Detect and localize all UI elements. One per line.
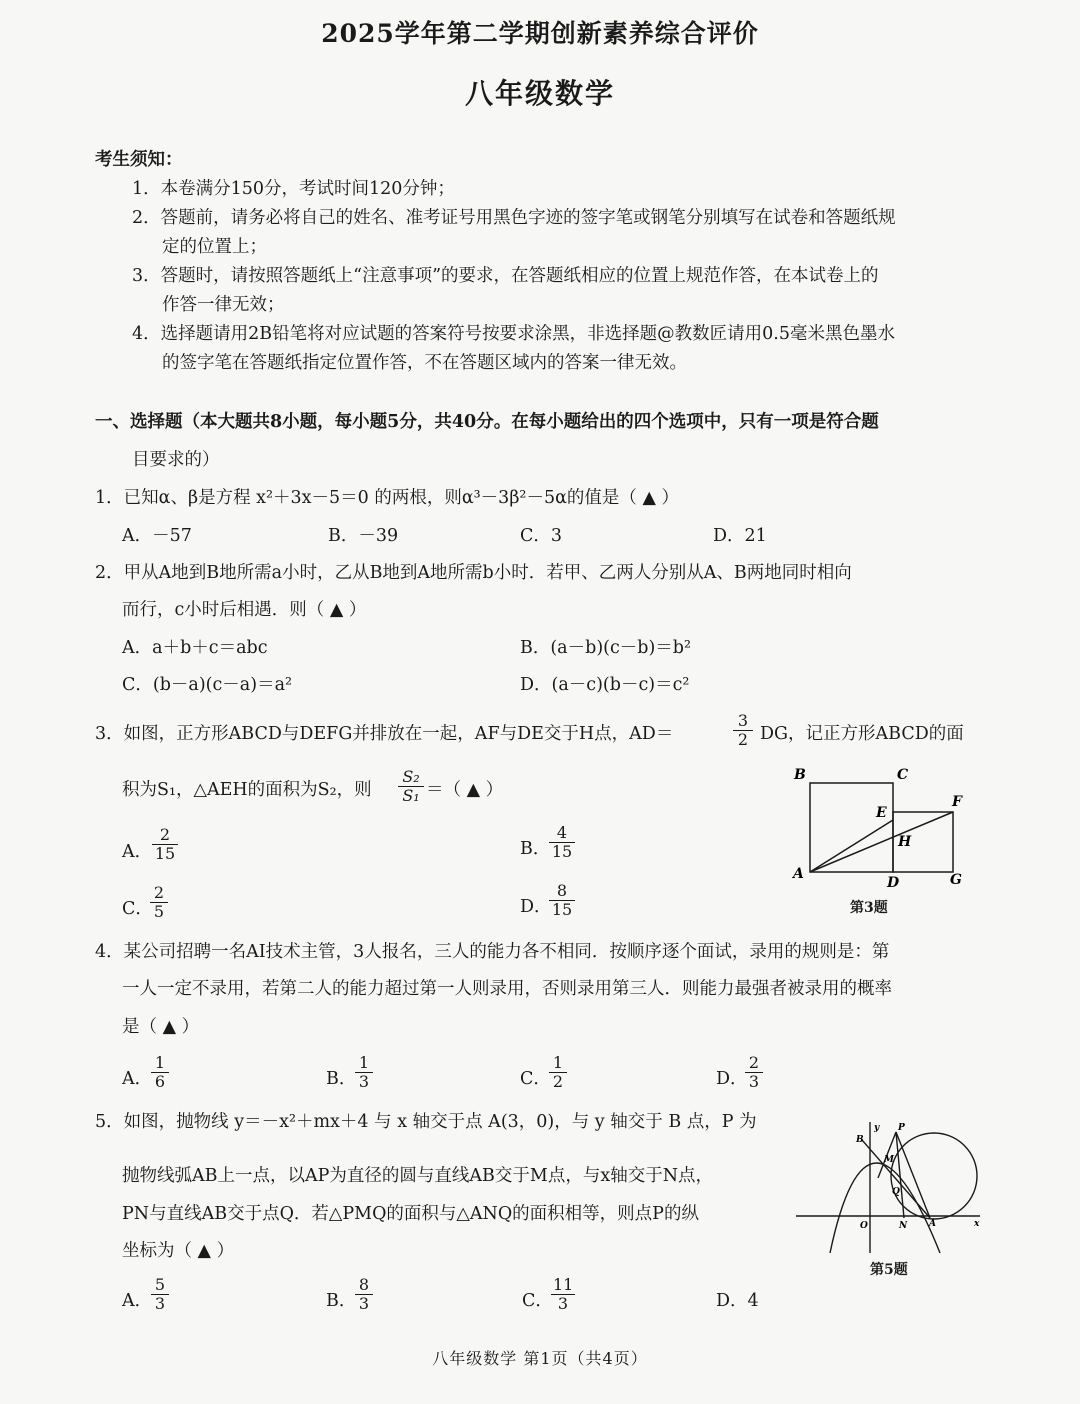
q3-option-c-fraction <box>150 884 168 921</box>
diameter-circle <box>891 1133 977 1219</box>
point-g-label: G <box>950 872 962 888</box>
q3-option-a-label: A． <box>122 842 153 862</box>
question-5-stem-2: 抛物线弧AB上一点，以AP为直径的圆与直线AB交于M点，与x轴交于N点， <box>122 1166 714 1186</box>
question-5-stem: 5．如图，抛物线 y＝－x²＋mx＋4 与 x 轴交于点 A(3，0)，与 y 轴交于 B 点，P 为 <box>95 1112 757 1132</box>
notice-item-2-cont: 定的位置上； <box>162 237 267 257</box>
fraction-numerator: S₂ <box>398 768 424 787</box>
fraction-denominator: 15 <box>154 844 176 863</box>
line-ab <box>862 1140 930 1218</box>
fraction-denominator: 5 <box>153 902 165 921</box>
question-3-stem-c: 积为S₁，△AEH的面积为S₂，则 <box>122 780 372 800</box>
fraction-numerator: 8 <box>549 882 575 901</box>
q5-figure-caption: 第5题 <box>870 1262 908 1278</box>
q3-ratio-fraction <box>733 712 753 749</box>
notice-heading: 考生须知： <box>95 150 183 170</box>
x-axis-label: x <box>974 1219 980 1229</box>
fraction-denominator: 3 <box>748 1072 760 1091</box>
point-n-label: N <box>899 1221 908 1231</box>
q4-option-a-label: A． <box>122 1069 153 1089</box>
fraction-numerator: 5 <box>151 1276 169 1295</box>
notice-item-4: 4．选择题请用2B铅笔将对应试题的答案符号按要求涂黑，非选择题@教数匠请用0.5毫米黑色墨水 <box>132 324 895 344</box>
point-p-label: P <box>898 1123 905 1133</box>
fraction-numerator: 4 <box>549 824 575 843</box>
q1-option-c: C．3 <box>520 526 563 546</box>
q5-option-d: D．4 <box>716 1291 759 1311</box>
fraction-numerator: 1 <box>151 1054 169 1073</box>
q1-option-d: D．21 <box>713 526 767 546</box>
question-4-stem: 4．某公司招聘一名AI技术主管，3人报名，三人的能力各不相同．按顺序逐个面试，录用的规则是：第 <box>95 942 890 962</box>
segment-af <box>810 812 953 872</box>
question-4-stem-end: 是（ ▲ ） <box>122 1017 200 1037</box>
fraction-denominator: 6 <box>154 1072 166 1091</box>
notice-item-4-cont: 的签字笔在答题纸指定位置作答，不在答题区域内的答案一律无效。 <box>162 353 687 373</box>
question-3-stem-d: ＝（ ▲ ） <box>426 780 504 800</box>
question-3-stem-b: DG，记正方形ABCD的面 <box>760 724 964 744</box>
q2-option-c: C．(b－a)(c－a)＝a² <box>122 675 293 695</box>
notice-item-1: 1．本卷满分150分，考试时间120分钟； <box>132 179 455 199</box>
section-heading: 一、选择题（本大题共8小题，每小题5分，共40分。在每小题给出的四个选项中，只有一项是符合题 <box>95 412 879 432</box>
fraction-denominator: 3 <box>358 1072 370 1091</box>
q3-option-b-label: B． <box>520 839 551 859</box>
question-5-stem-3: PN与直线AB交于点Q．若△PMQ的面积与△ANQ的面积相等，则点P的纵 <box>122 1204 699 1224</box>
point-f-label: F <box>952 794 962 810</box>
fraction-numerator: 8 <box>355 1276 373 1295</box>
notice-item-3: 3．答题时，请按照答题纸上“注意事项”的要求，在答题纸相应的位置上规范作答，在本试卷上的 <box>132 266 879 286</box>
page-footer: 八年级数学 第1页（共4页） <box>432 1349 648 1368</box>
point-d-label: D <box>887 875 900 891</box>
q3-option-d-label: D． <box>520 897 552 917</box>
point-q-label: Q <box>892 1187 900 1197</box>
q5-option-b-fraction <box>355 1276 373 1313</box>
segment-ap <box>896 1132 930 1218</box>
notice-item-3-cont: 作答一律无效； <box>162 295 285 315</box>
point-m-label: M <box>884 1155 894 1165</box>
q4-option-c-fraction <box>549 1054 567 1091</box>
point-a-label: A <box>793 866 804 882</box>
point-e-label: E <box>876 805 887 821</box>
segment-ae <box>810 820 893 872</box>
fraction-numerator: 1 <box>355 1054 373 1073</box>
fraction-numerator: 3 <box>733 712 753 731</box>
fraction-denominator: 3 <box>557 1294 569 1313</box>
q2-option-a: A．a＋b＋c＝abc <box>122 638 268 658</box>
q3-area-ratio-fraction <box>398 768 424 805</box>
question-2-stem: 2．甲从A地到B地所需a小时，乙从B地到A地所需b小时．若甲、乙两人分别从A、B两地同时相向 <box>95 563 852 583</box>
y-axis-label: y <box>874 1123 880 1133</box>
q4-option-a-fraction <box>151 1054 169 1091</box>
q5-option-c-label: C． <box>522 1291 553 1311</box>
fraction-numerator: 2 <box>745 1054 763 1073</box>
q1-option-b: B．－39 <box>328 526 399 546</box>
fraction-denominator: 2 <box>552 1072 564 1091</box>
q5-option-a-label: A． <box>122 1291 153 1311</box>
question-3-stem-a: 3．如图，正方形ABCD与DEFG并排放在一起，AF与DE交于H点，AD＝ <box>95 724 674 744</box>
parabola-curve <box>830 1163 940 1253</box>
point-a-label: A <box>929 1219 936 1229</box>
fraction-numerator: 1 <box>549 1054 567 1073</box>
q3-option-c-label: C． <box>122 899 153 919</box>
fraction-numerator: 11 <box>553 1275 574 1294</box>
q2-option-d: D．(a－c)(b－c)＝c² <box>520 675 690 695</box>
fraction-denominator: 3 <box>154 1294 166 1313</box>
fraction-numerator: 2 <box>150 884 168 903</box>
fraction-denominator: 3 <box>358 1294 370 1313</box>
fraction-denominator: 15 <box>551 900 573 919</box>
question-5-stem-4: 坐标为（ ▲ ） <box>122 1241 235 1261</box>
fraction-denominator: 2 <box>737 730 749 749</box>
q3-option-b-fraction <box>549 824 575 861</box>
q3-option-a-fraction <box>152 826 178 863</box>
origin-label: O <box>860 1221 868 1231</box>
q5-option-a-fraction <box>151 1276 169 1313</box>
exam-subtitle: 八年级数学 <box>464 77 615 110</box>
q3-figure-caption: 第3题 <box>850 900 888 916</box>
q4-option-b-label: B． <box>326 1069 357 1089</box>
q4-option-d-fraction <box>745 1054 763 1091</box>
q3-option-d-fraction <box>549 882 575 919</box>
q2-option-b: B．(a－b)(c－b)＝b² <box>520 638 692 658</box>
fraction-numerator: 2 <box>152 826 178 845</box>
fraction-denominator: 15 <box>551 842 573 861</box>
point-b-label: B <box>794 767 806 783</box>
question-1-stem: 1．已知α、β是方程 x²＋3x－5＝0 的两根，则α³－3β²－5α的值是（ ▲ ） <box>95 488 679 508</box>
question-2-stem-cont: 而行，c小时后相遇．则（ ▲ ） <box>122 600 367 620</box>
q5-option-c-fraction <box>551 1276 575 1313</box>
point-c-label: C <box>897 767 909 783</box>
section-heading-cont: 目要求的） <box>132 450 220 470</box>
point-b-label: B <box>856 1135 864 1145</box>
q4-option-b-fraction <box>355 1054 373 1091</box>
q4-option-d-label: D． <box>716 1069 748 1089</box>
notice-item-2: 2．答题前，请务必将自己的姓名、准考证号用黑色字迹的签字笔或钢笔分别填写在试卷和答题纸规 <box>132 208 896 228</box>
q1-option-a: A．－57 <box>122 526 192 546</box>
fraction-denominator: S₁ <box>402 786 420 805</box>
point-h-label: H <box>898 834 912 850</box>
q5-figure <box>790 1118 990 1258</box>
question-4-stem-cont: 一人一定不录用，若第二人的能力超过第一人则录用，否则录用第三人．则能力最强者被录用的概率 <box>122 979 892 999</box>
exam-title: 2025学年第二学期创新素养综合评价 <box>321 19 759 48</box>
q5-option-b-label: B． <box>326 1291 357 1311</box>
q4-option-c-label: C． <box>520 1069 551 1089</box>
